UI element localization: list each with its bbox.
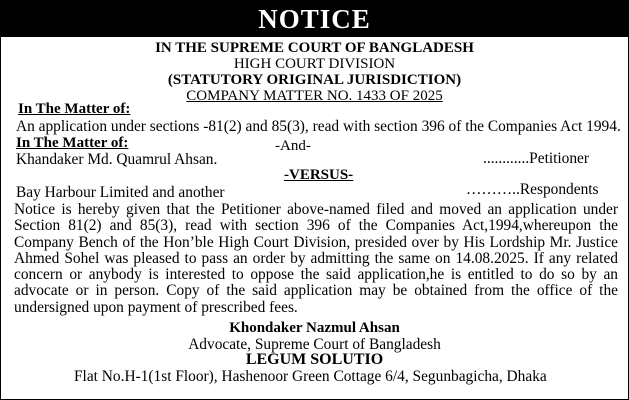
respondent-name: Bay Harbour Limited and another xyxy=(16,184,225,201)
court-division: HIGH COURT DIVISION xyxy=(233,56,396,72)
notice-title: NOTICE xyxy=(1,1,628,37)
respondents-label: ………..Respondents xyxy=(466,181,599,198)
matter-heading-1: In The Matter of: xyxy=(18,101,131,117)
notice-body: Notice is hereby given that the Petitioner above-named filed and moved an application under Section 81(2) and 85(3), read with section 396 of the Companies Act,1994,whereupon the Company Bench of the Hon’ble High Court Division, presided over by His Lordship Mr. Justice Ahmed Sohel was pleased to pass an order by admitting the same on 14.08.2025. If any related concern or anybody is interested to oppose the said application,he is entitled to do so by an advocate or in person. Copy of the said application may be obtained from the office of the undersigned upon payment of prescribed fees. xyxy=(14,201,618,316)
petitioner-label: ............Petitioner xyxy=(483,150,590,167)
petitioner-name: Khandaker Md. Quamrul Ahsan. xyxy=(16,151,218,168)
matter-number: COMPANY MATTER NO. 1433 OF 2025 xyxy=(186,88,443,104)
matter-application-text: An application under sections -81(2) and 85(3), read with section 396 of the Companies Act 1994. xyxy=(16,118,621,135)
court-name: IN THE SUPREME COURT OF BANGLADESH xyxy=(155,40,474,56)
advocate-name: Khondaker Nazmul Ahsan xyxy=(229,320,400,336)
matter-heading-2: In The Matter of: xyxy=(16,135,129,151)
advocate-title: Advocate, Supreme Court of Bangladesh xyxy=(188,336,441,353)
firm-name: LEGUM SOLUTIO xyxy=(245,351,384,368)
firm-address: Flat No.H-1(1st Floor), Hashenoor Green Cottage 6/4, Segunbagicha, Dhaka xyxy=(74,368,547,385)
court-jurisdiction: (STATUTORY ORIGINAL JURISDICTION) xyxy=(167,72,462,88)
and-separator: -And- xyxy=(275,138,311,154)
versus-label: -VERSUS- xyxy=(284,167,354,183)
